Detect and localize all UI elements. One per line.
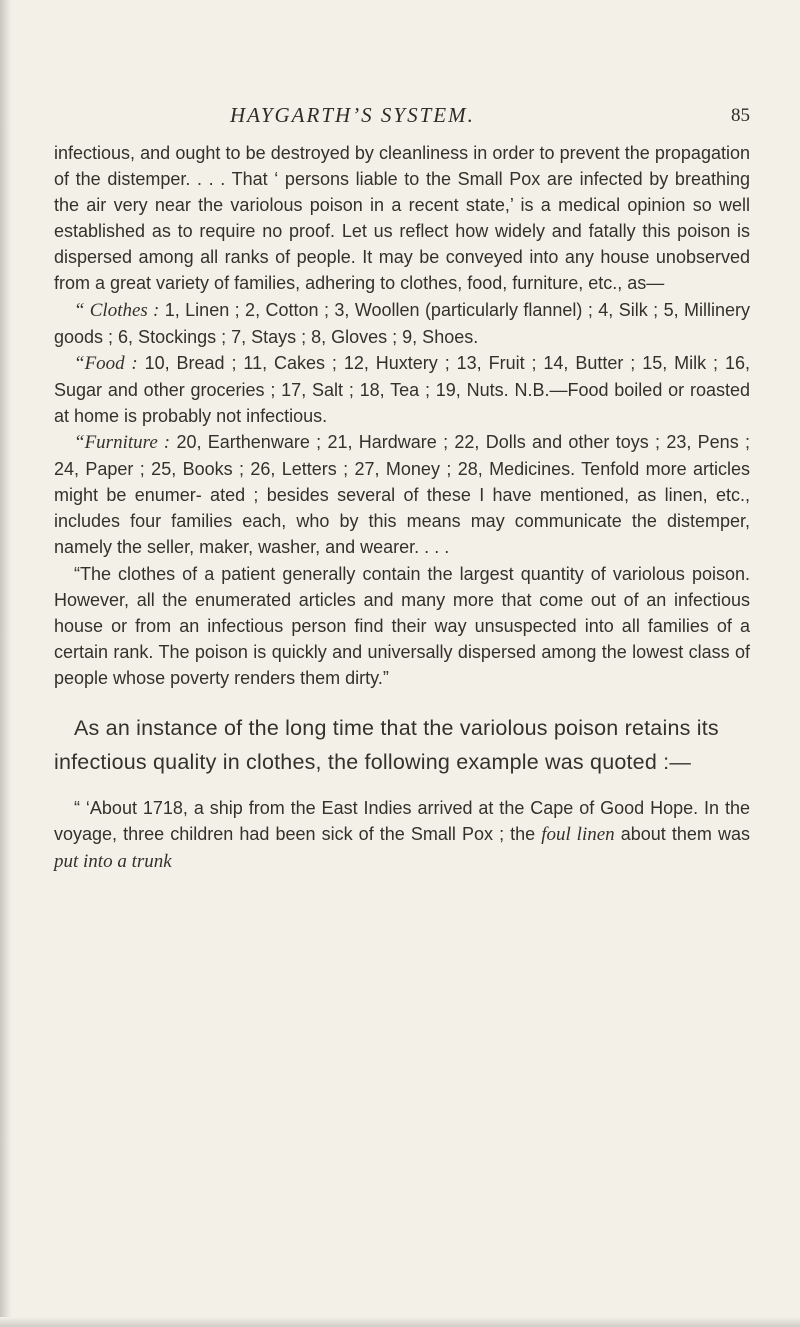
running-head: HAYGARTH’S SYSTEM. (230, 103, 475, 127)
food-list: 10, Bread ; 11, Cakes ; 12, Huxtery ; 13, Fruit ; 14, Butter ; 15, Milk ; 16, Sugar and other groceries ; 17, Salt ; 18, Tea ; 19, Nuts. N.B.—Food boiled or roasted at home is probably not infectious. (54, 352, 750, 426)
paragraph-clothes (54, 297, 750, 350)
paragraph-food (54, 350, 750, 429)
paragraph-furniture (54, 429, 750, 560)
clothes-label: “ Clothes : (74, 299, 160, 321)
page-bottom-shadow (0, 1317, 800, 1327)
about-text-mid: about them was (614, 824, 750, 845)
page-edge-shadow (0, 0, 12, 1327)
page-body (54, 140, 750, 875)
furniture-label: “Furniture : (74, 432, 171, 454)
paragraph-instance: As an instance of the long time that the variolous poison retains its infectious quality in clothes, the following example was quoted :— (54, 715, 719, 774)
about-text-start: “ ‘About 1718, a ship from the East Indies arrived at the Cape of Good Hope. In the voyage, three children had been sick of the Small Pox ; the (54, 797, 750, 845)
page-number: 85 (731, 105, 750, 126)
food-label: “Food : (74, 352, 138, 374)
clothes-list: 1, Linen ; 2, Cotton ; 3, Woollen (particularly flannel) ; 4, Silk ; 5, Millinery goods ; 6, Stockings ; 7, Stays ; 8, Gloves ; 9, Shoes. (54, 299, 751, 347)
paragraph-about-1718 (54, 795, 750, 875)
page-header (0, 103, 800, 133)
paragraph-clothes-of-patient: “The clothes of a patient generally contain the largest quantity of variolous poison. However, all the enumerated articles and many more that come out of an infectious house or from an infectious person find their way unsuspected into all families of a certain rank. The poison is quickly and universally dispersed among the lowest class of people whose poverty renders them dirty.” (54, 563, 750, 688)
put-into-trunk-text: put into a trunk (54, 851, 172, 873)
furniture-list: 20, Earthenware ; 21, Hardware ; 22, Dolls and other toys ; 23, Pens ; 24, Paper ; 25, Books ; 26, Letters ; 27, Money ; 28, Medicines. Tenfold more articles might be enumer- ated ; besides several of these I have mentioned, as linen, etc., includes four families each, who by this means may communicate the distemper, namely the seller, maker, washer, and wearer. . . . (54, 432, 750, 558)
paragraph-infectious: infectious, and ought to be destroyed by cleanliness in order to prevent the propagation of the distemper. . . . That ‘ persons liable to the Small Pox are infected by breathing the air very near the variolous poison in a recent state,’ is a medical opinion so well established as to require no proof. Let us reflect how widely and fatally this poison is dispersed among all ranks of people. It may be conveyed into any house unobserved from a great variety of families, adhering to clothes, food, furniture, etc., as— (54, 143, 750, 294)
foul-linen-text: foul linen (541, 824, 615, 846)
